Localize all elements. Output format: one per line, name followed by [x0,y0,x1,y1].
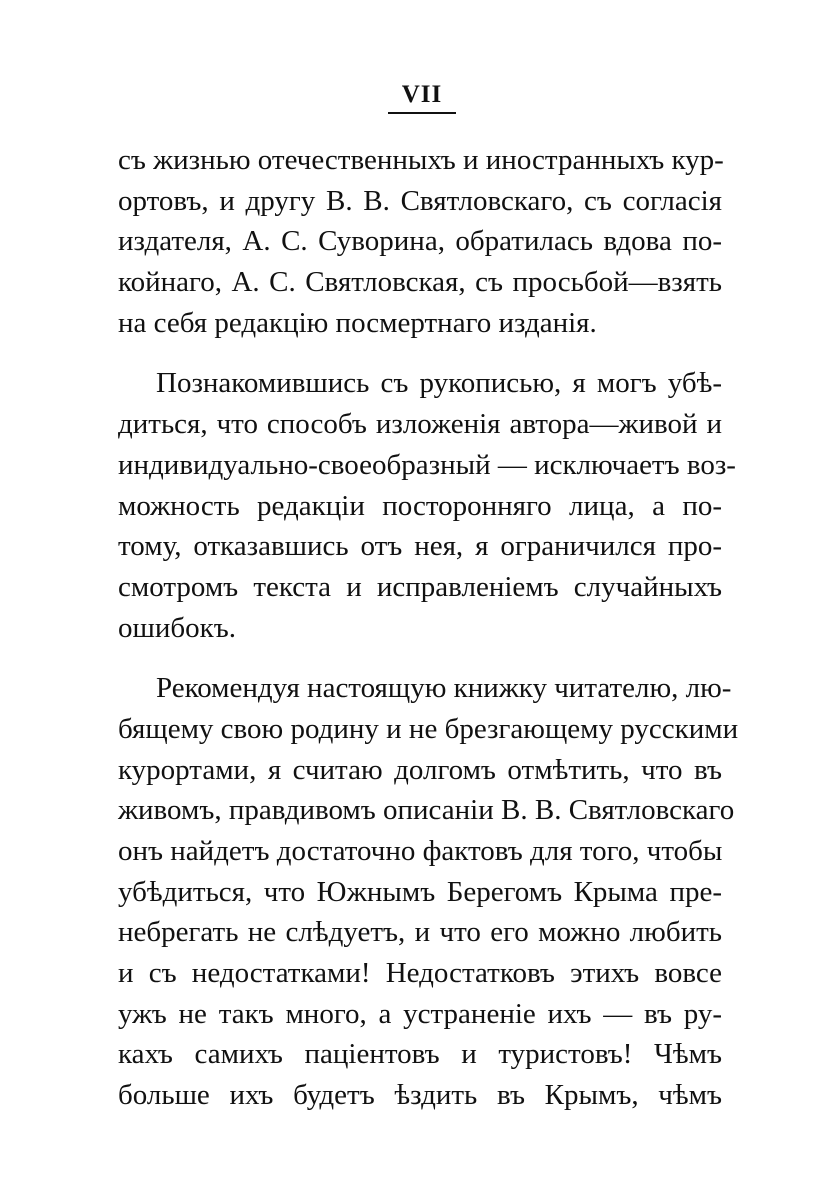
text-line: и съ недостатками! Недостатковъ этихъ вовсе [118,957,722,990]
text-line: живомъ, правдивомъ описаніи В. В. Святловскаго [118,794,735,827]
page-number: VII [401,81,443,108]
paragraph-3 [118,668,739,1116]
text-line: койнаго, А. С. Святловская, съ просьбой—взять [118,266,722,299]
text-line: больше ихъ будетъ ѣздить въ Крымъ, чѣмъ [118,1079,722,1112]
text-line: Рекомендуя настоящую книжку читателю, лю- [156,672,732,705]
text-line: диться, что способъ изложенія автора—живой и [118,408,722,441]
text-line: индивидуально-своеобразный — исключаетъ воз- [118,448,736,481]
paragraph-gap [118,648,722,668]
text-line: убѣдиться, что Южнымъ Берегомъ Крыма пре- [118,875,722,908]
text-line: кахъ самихъ паціентовъ и туристовъ! Чѣмъ [118,1038,722,1071]
text-line: съ жизнью отечественныхъ и иностранныхъ кур- [118,144,724,176]
body-text [118,140,739,1116]
text-line: издателя, А. С. Суворина, обратилась вдова по- [118,225,722,258]
paragraph-gap [118,343,722,363]
text-line: онъ найдетъ достаточно фактовъ для того, чтобы [118,835,723,867]
text-line: смотромъ текста и исправленіемъ случайныхъ [118,570,722,603]
text-line: Познакомившись съ рукописью, я могъ убѣ- [156,367,722,400]
paragraph-1 [118,140,722,343]
text-line: тому, отказавшись отъ нея, я ограничился про- [118,530,722,563]
page-number-rule [388,112,456,114]
text-line: ошибокъ. [118,611,236,644]
text-line: можность редакціи посторонняго лица, а по- [118,489,722,522]
text-line: курортами, я считаю долгомъ отмѣтить, что въ [118,753,722,786]
text-line: небрегать не слѣдуетъ, и что его можно любить [118,916,722,949]
text-line: бящему свою родину и не брезгающему русскими [118,712,739,745]
paragraph-2 [118,363,736,648]
text-line: ужъ не такъ много, а устраненіе ихъ — въ ру- [118,997,722,1030]
text-line: на себя редакцію посмертнаго изданія. [118,306,597,339]
text-line: ортовъ, и другу В. В. Святловскаго, съ согласія [118,184,722,217]
